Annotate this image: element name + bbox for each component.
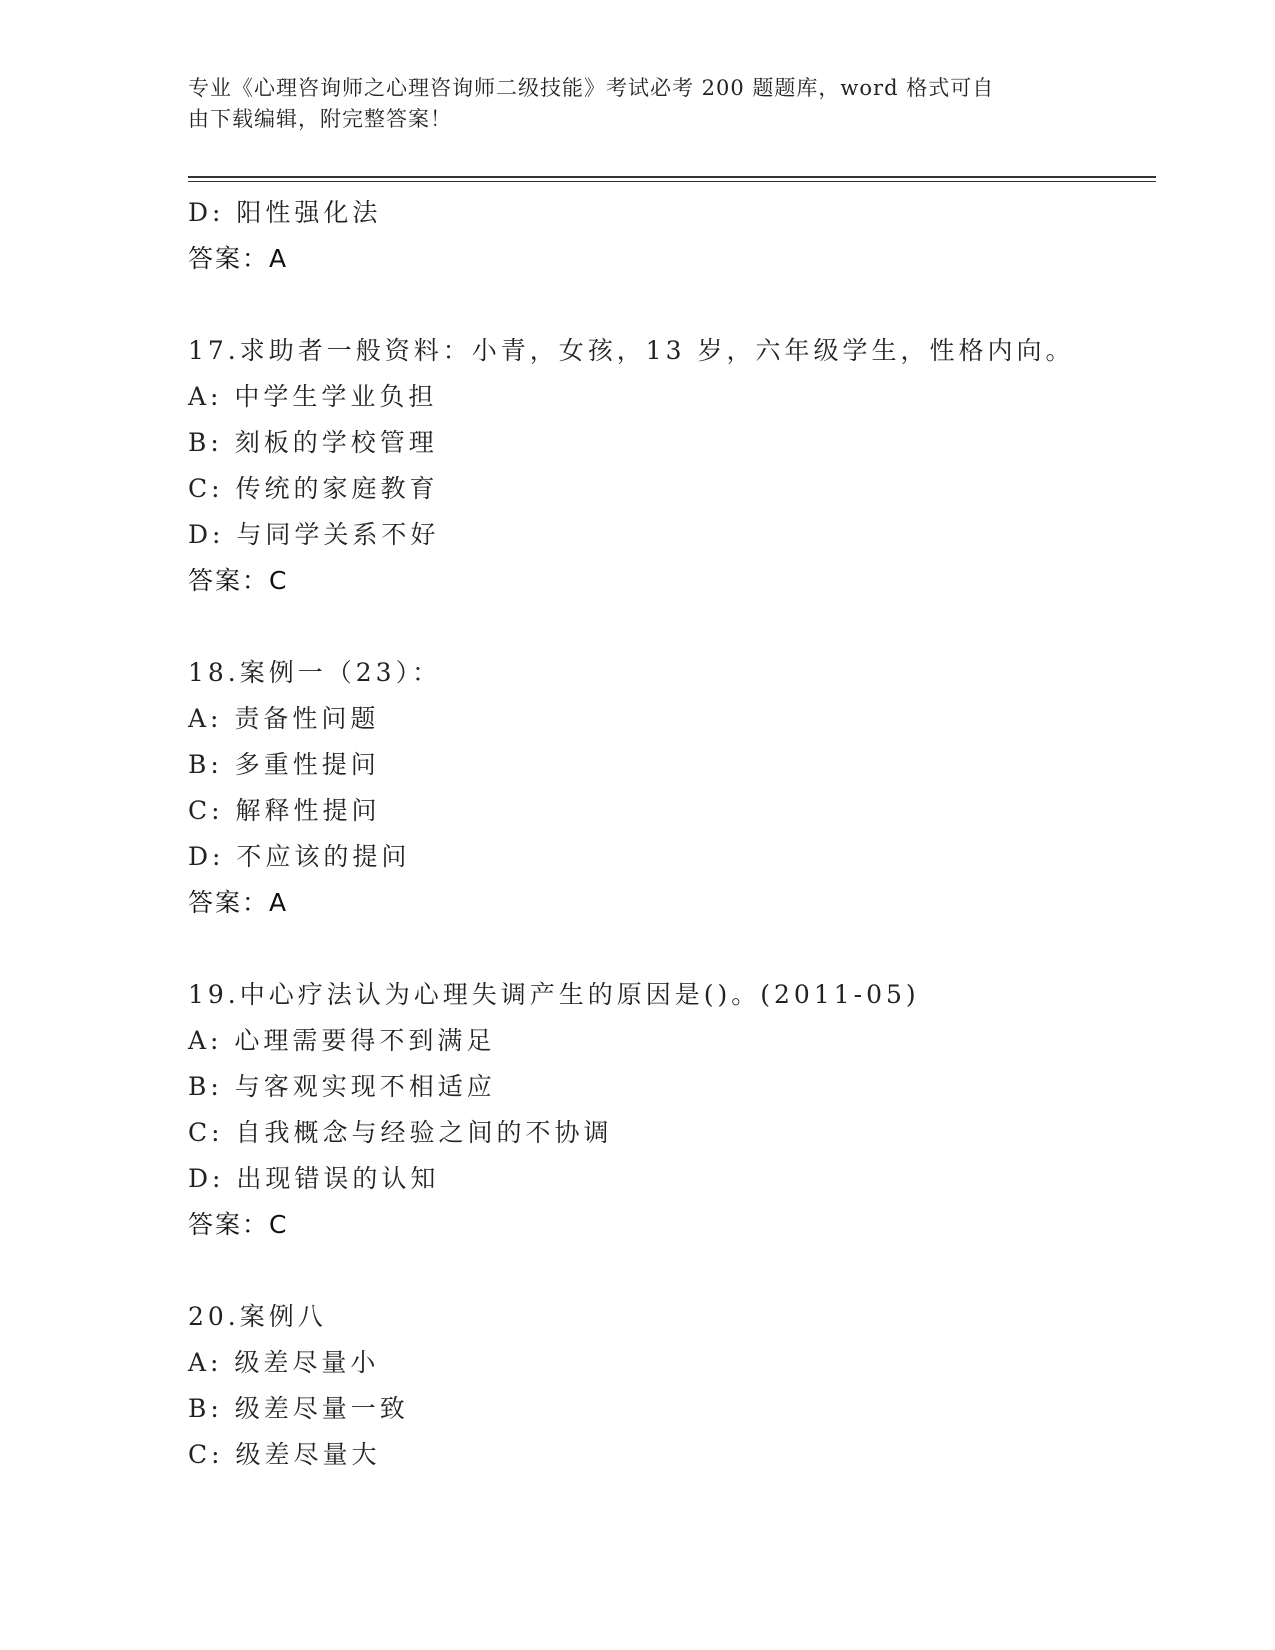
- header-intro-line-1: 专业《心理咨询师之心理咨询师二级技能》考试必考 200 题题库，word 格式可自: [188, 76, 995, 100]
- header-intro-line-2: 由下载编辑，附完整答案！: [188, 107, 452, 131]
- option-d: D: 阳性强化法: [188, 198, 382, 227]
- option-c: C: 解释性提问: [188, 796, 381, 825]
- answer-line: 答案：A: [188, 244, 289, 273]
- option-b: B: 多重性提问: [188, 750, 380, 779]
- answer-line: 答案：C: [188, 1210, 289, 1239]
- option-c: C: 自我概念与经验之间的不协调: [188, 1118, 613, 1147]
- document-header: [188, 73, 1068, 135]
- option-d: D: 不应该的提问: [188, 842, 411, 871]
- header-divider-thick: [188, 176, 1156, 178]
- option-a: A: 责备性问题: [188, 704, 380, 733]
- question-stem: 19.中心疗法认为心理失调产生的原因是()。(2011-05): [188, 980, 920, 1009]
- question-stem: 17.求助者一般资料：小青，女孩，13 岁，六年级学生，性格内向。: [188, 336, 1075, 365]
- option-d: D: 出现错误的认知: [188, 1164, 440, 1193]
- question-17: [188, 328, 1148, 604]
- option-a: A: 级差尽量小: [188, 1348, 380, 1377]
- option-b: B: 级差尽量一致: [188, 1394, 409, 1423]
- question-19: [188, 972, 1148, 1248]
- question-stem: 18.案例一（23）：: [188, 658, 442, 687]
- question-18: [188, 650, 1148, 926]
- answer-line: 答案：A: [188, 888, 289, 917]
- option-a: A: 中学生学业负担: [188, 382, 438, 411]
- question-list: [188, 190, 1148, 1478]
- option-b: B: 刻板的学校管理: [188, 428, 438, 457]
- option-a: A: 心理需要得不到满足: [188, 1026, 496, 1055]
- question-20: [188, 1294, 1148, 1478]
- question-stem: 20.案例八: [188, 1302, 327, 1331]
- option-b: B: 与客观实现不相适应: [188, 1072, 496, 1101]
- option-d: D: 与同学关系不好: [188, 520, 440, 549]
- answer-line: 答案：C: [188, 566, 289, 595]
- option-c: C: 级差尽量大: [188, 1440, 381, 1469]
- header-divider-thin: [188, 181, 1156, 182]
- option-c: C: 传统的家庭教育: [188, 474, 439, 503]
